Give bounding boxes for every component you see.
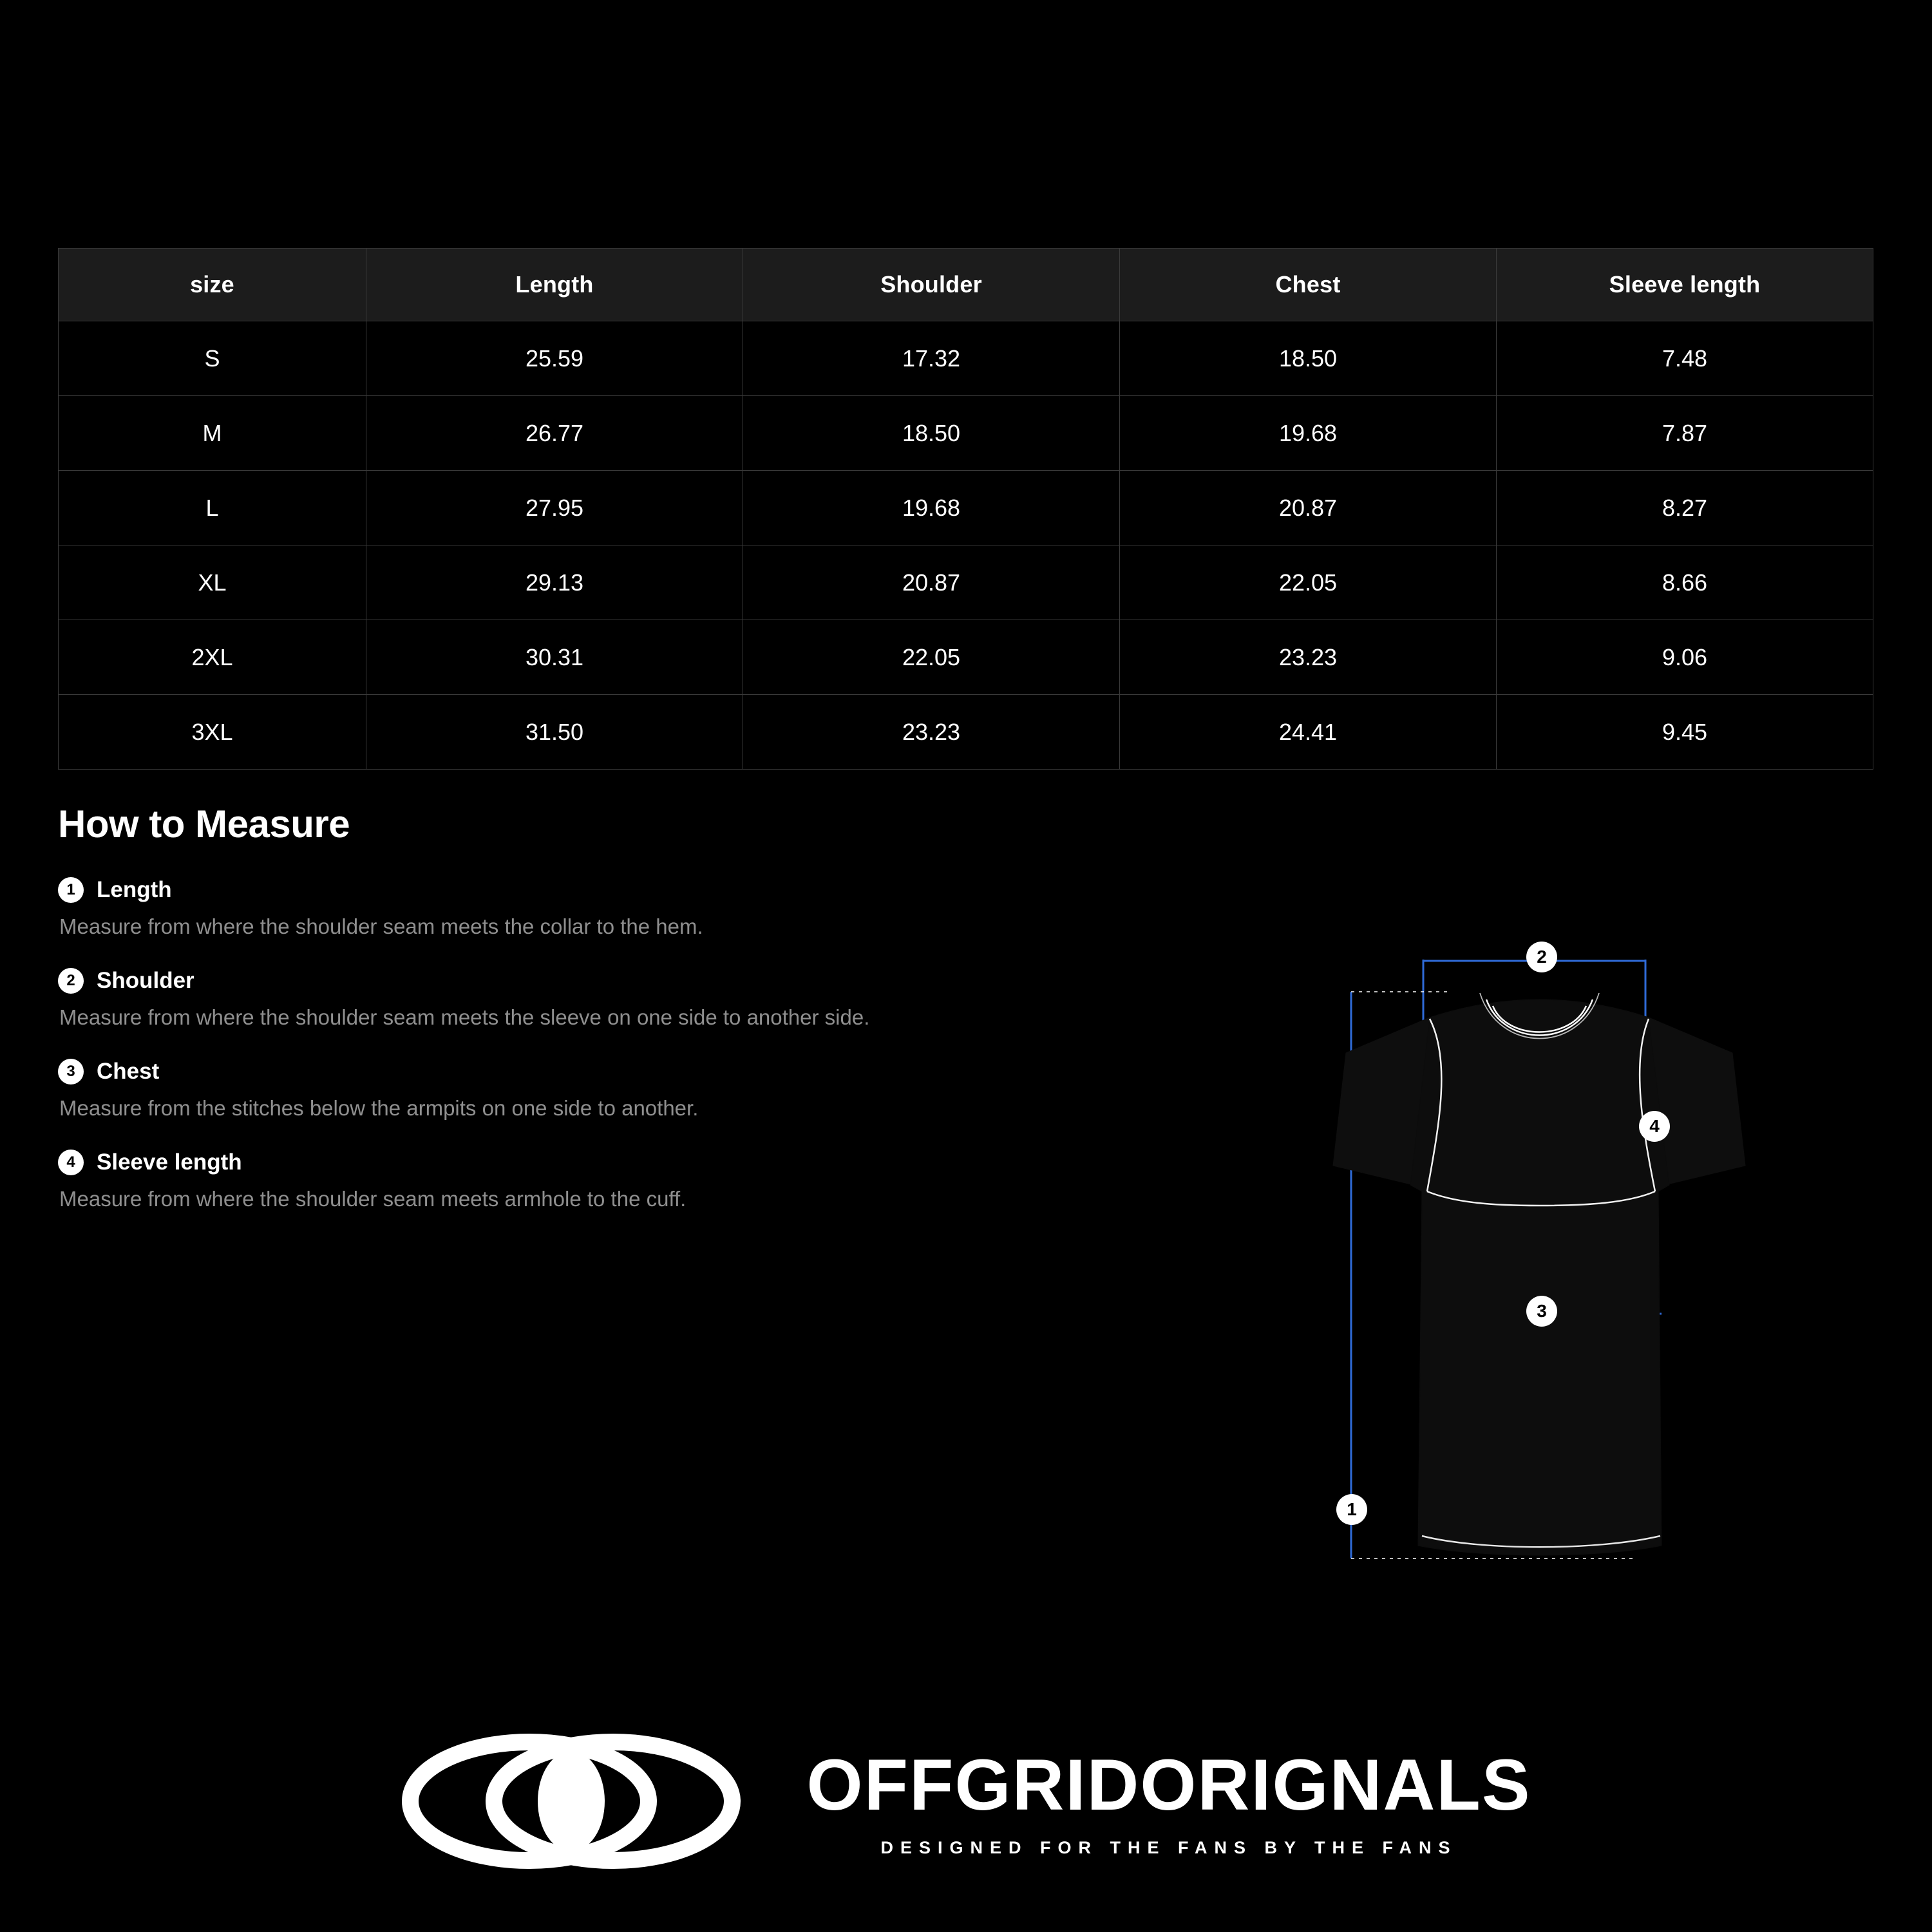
size-table-body (59, 321, 1873, 770)
cell-length: 26.77 (366, 396, 743, 471)
cell-shoulder: 18.50 (743, 396, 1120, 471)
table-row (59, 471, 1873, 545)
cell-chest: 20.87 (1120, 471, 1497, 545)
diagram-badge-sleeve: 4 (1639, 1111, 1670, 1142)
measure-item-label: Sleeve length (97, 1149, 242, 1175)
tshirt-measurement-diagram (1236, 914, 1893, 1674)
diagram-badge-shoulder: 2 (1526, 942, 1557, 972)
tshirt-diagram-svg (1236, 914, 1893, 1674)
header-sleeve-length: Sleeve length (1497, 249, 1873, 321)
cell-chest: 24.41 (1120, 695, 1497, 770)
cell-shoulder: 19.68 (743, 471, 1120, 545)
cell-size: M (59, 396, 366, 471)
measure-item-description: Measure from where the shoulder seam meets the sleeve on one side to another side. (59, 1005, 870, 1029)
cell-sleeve: 8.27 (1497, 471, 1873, 545)
size-table-container (58, 248, 1873, 770)
measure-item-description: Measure from where the shoulder seam meets the collar to the hem. (59, 914, 703, 938)
tshirt-illustration (1333, 993, 1745, 1555)
cell-shoulder: 20.87 (743, 545, 1120, 620)
cell-length: 30.31 (366, 620, 743, 695)
cell-sleeve: 7.87 (1497, 396, 1873, 471)
number-badge-icon: 4 (58, 1150, 84, 1175)
brand-text-block (806, 1744, 1531, 1858)
brand-logo-icon (401, 1732, 761, 1874)
cell-size: L (59, 471, 366, 545)
table-row (59, 695, 1873, 770)
cell-size: 2XL (59, 620, 366, 695)
table-row (59, 396, 1873, 471)
brand-name: OFFGRIDORIGNALS (806, 1744, 1531, 1825)
table-row (59, 321, 1873, 396)
header-chest: Chest (1120, 249, 1497, 321)
measure-item-header (58, 968, 1236, 994)
cell-chest: 23.23 (1120, 620, 1497, 695)
cell-shoulder: 23.23 (743, 695, 1120, 770)
number-badge-icon: 3 (58, 1059, 84, 1084)
how-to-measure-title: How to Measure (58, 802, 350, 846)
brand-footer (0, 1707, 1932, 1900)
measure-item-description: Measure from the stitches below the armpits on one side to another. (59, 1095, 699, 1120)
cell-sleeve: 7.48 (1497, 321, 1873, 396)
measure-item-header (58, 877, 1236, 903)
cell-sleeve: 8.66 (1497, 545, 1873, 620)
measure-item-description: Measure from where the shoulder seam meets armhole to the cuff. (59, 1186, 687, 1211)
table-header-row (59, 249, 1873, 321)
brand-tagline: DESIGNED FOR THE FANS BY THE FANS (880, 1837, 1457, 1857)
size-table (58, 248, 1873, 770)
measure-item-header (58, 1150, 1236, 1175)
measure-item-label: Chest (97, 1058, 160, 1084)
measure-item-label: Length (97, 877, 172, 902)
cell-length: 29.13 (366, 545, 743, 620)
diagram-badge-chest: 3 (1526, 1296, 1557, 1327)
measure-item-sleeve-length (58, 1150, 1236, 1213)
cell-chest: 19.68 (1120, 396, 1497, 471)
cell-sleeve: 9.45 (1497, 695, 1873, 770)
measure-item-chest (58, 1059, 1236, 1122)
measure-item-shoulder (58, 968, 1236, 1032)
number-badge-icon: 2 (58, 968, 84, 994)
diagram-badge-length: 1 (1336, 1494, 1367, 1525)
cell-shoulder: 22.05 (743, 620, 1120, 695)
cell-chest: 18.50 (1120, 321, 1497, 396)
header-size: size (59, 249, 366, 321)
cell-size: 3XL (59, 695, 366, 770)
cell-size: S (59, 321, 366, 396)
cell-length: 25.59 (366, 321, 743, 396)
table-row (59, 620, 1873, 695)
cell-sleeve: 9.06 (1497, 620, 1873, 695)
header-shoulder: Shoulder (743, 249, 1120, 321)
measure-item-header (58, 1059, 1236, 1084)
measure-item-label: Shoulder (97, 967, 194, 993)
how-to-measure-section (58, 802, 1236, 1240)
cell-length: 27.95 (366, 471, 743, 545)
cell-size: XL (59, 545, 366, 620)
header-length: Length (366, 249, 743, 321)
cell-chest: 22.05 (1120, 545, 1497, 620)
measure-item-length (58, 877, 1236, 941)
cell-length: 31.50 (366, 695, 743, 770)
cell-shoulder: 17.32 (743, 321, 1120, 396)
size-table-header (59, 249, 1873, 321)
table-row (59, 545, 1873, 620)
number-badge-icon: 1 (58, 877, 84, 903)
